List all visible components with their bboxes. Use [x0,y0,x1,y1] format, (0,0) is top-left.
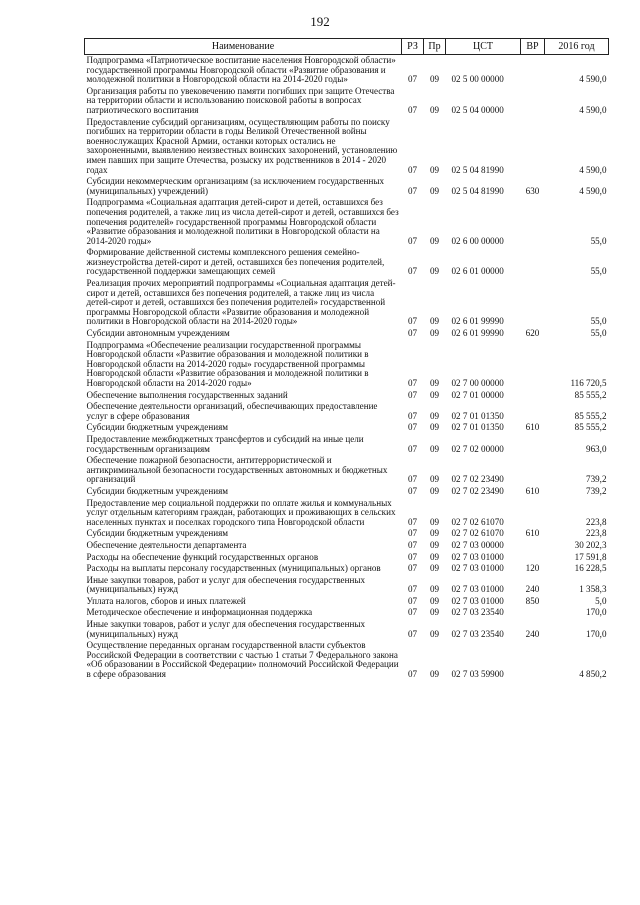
row-name: Реализация прочих мероприятий подпрограммы «Социальная адаптация детей-сирот и детей, оставшихся без попечения родителей, а также лиц из числа детей-сирот и детей, оставшихся без попечения родителей» государственной программы Новгородской области «Развитие образования и молодежной политики в Новгородской области на 2014-2020 годы» [86,278,396,327]
row-name: Субсидии бюджетным учреждениям [86,485,229,496]
row-rz: 07 [407,422,418,433]
row-sum: 16 228,5 [574,563,607,574]
row-pr: 09 [429,378,440,388]
row-rz: 07 [407,389,418,400]
row-pr: 09 [429,410,440,421]
row-pr: 09 [429,443,440,454]
table-row [85,422,609,434]
row-pr: 09 [429,551,440,562]
row-vr [521,552,545,564]
row-vr: 850 [525,595,540,606]
row-sum: 55,0 [590,316,607,327]
row-name: Субсидии автономным учреждениям [86,328,230,339]
row-vr: 240 [525,628,540,639]
table-row [85,390,609,402]
row-pr: 09 [429,539,440,550]
row-vr [521,197,545,247]
row-name: Иные закупки товаров, работ и услуг для обеспечения государственных (муниципальных) нужд [86,619,365,639]
row-name: Методическое обеспечение и информационная поддержка [86,607,313,618]
header-pr: Пр [424,39,446,55]
row-name: Подпрограмма «Социальная адаптация детей-сирот и детей, оставшихся без попечения родителей, а также лиц из числа детей-сирот и детей, оставшихся без попечения родителей» государственной программы Новгородской области «Развитие образования и молодежной политики в Новгородской области на 2014-2020 годы» [86,197,399,246]
row-cst: 02 7 01 00000 [451,389,504,400]
header-sum: 2016 год [545,39,609,55]
row-pr: 09 [429,266,440,277]
row-name: Предоставление мер социальной поддержки по оплате жилья и коммунальных услуг отдельным категориям граждан, работающих и проживающих в сельских населенных пунктах и поселках городского типа Новгородской области [86,497,396,527]
row-vr [521,401,545,422]
row-rz: 07 [407,235,418,246]
row-vr: 610 [525,422,540,433]
row-cst: 02 7 01 01350 [451,410,504,421]
row-cst: 02 6 01 99990 [451,328,504,339]
row-name: Осуществление переданных органам государственной власти субъектов Российской Федерации в соответствии с частью 1 статьи 7 Федерального закона «Об образовании в Российской Федерации» полномочий Российской Федерации в сфере образования [86,640,399,680]
table-row [85,619,609,640]
row-cst: 02 7 03 01000 [451,595,504,606]
table-row [85,401,609,422]
row-cst: 02 7 01 01350 [451,422,504,433]
row-cst: 02 7 03 01000 [451,551,504,562]
row-vr: 240 [525,584,540,595]
row-rz: 07 [407,443,418,454]
header-vr: ВР [521,39,545,55]
row-sum: 963,0 [586,443,607,454]
row-sum: 55,0 [590,328,607,339]
table-row [85,176,609,197]
row-rz: 07 [407,528,418,539]
row-cst: 02 7 03 01000 [451,563,504,574]
row-name: Субсидии бюджетным учреждениям [86,422,229,433]
row-cst: 02 6 01 00000 [451,266,504,277]
row-rz: 07 [407,266,418,277]
row-name: Организация работы по увековечению памяти погибших при защите Отечества на территории области и использованию поисковой работы в вопросах патриотического воспитания [86,85,395,115]
row-vr [521,86,545,117]
row-pr: 09 [429,595,440,606]
table-row [85,552,609,564]
row-cst: 02 7 03 59900 [451,669,504,680]
row-vr: 620 [525,328,540,339]
row-cst: 02 7 00 00000 [451,378,504,388]
row-cst: 02 5 04 00000 [451,104,504,115]
row-rz: 07 [407,104,418,115]
row-cst: 02 5 00 00000 [451,74,504,85]
row-pr: 09 [429,628,440,639]
row-sum: 1 358,3 [579,584,607,595]
row-cst: 02 7 03 00000 [451,539,504,550]
row-sum: 223,8 [586,516,607,527]
row-cst: 02 7 02 61070 [451,528,504,539]
row-name: Обеспечение пожарной безопасности, антитеррористической и антикриминальной безопасности государственных автономных и бюджетных организаций [86,455,388,485]
row-rz: 07 [407,516,418,527]
row-rz: 07 [407,164,418,175]
row-vr [521,247,545,278]
row-name: Расходы на обеспечение функций государственных органов [86,551,319,562]
row-pr: 09 [429,185,440,196]
row-pr: 09 [429,528,440,539]
table-row [85,455,609,486]
row-vr [521,540,545,552]
row-cst: 02 5 04 81990 [451,164,504,175]
row-name: Формирование действенной системы комплексного решения семейно-жизнеустройства детей-сирот и детей, оставшихся без попечения родителей, государственной поддержки замещающих семей [86,247,385,277]
row-pr: 09 [429,584,440,595]
row-pr: 09 [429,235,440,246]
row-vr [521,455,545,486]
row-rz: 07 [407,607,418,618]
table-row [85,498,609,529]
row-vr [521,640,545,680]
row-cst: 02 7 02 23490 [451,485,504,496]
row-cst: 02 6 01 99990 [451,316,504,327]
row-rz: 07 [407,551,418,562]
header-cst: ЦСТ [446,39,521,55]
row-cst: 02 7 02 61070 [451,516,504,527]
row-pr: 09 [429,104,440,115]
table-row [85,86,609,117]
row-rz: 07 [407,584,418,595]
row-sum: 55,0 [590,266,607,277]
row-pr: 09 [429,389,440,400]
row-vr [521,278,545,328]
table-row [85,528,609,540]
row-name: Уплата налогов, сборов и иных платежей [86,595,246,606]
row-sum: 30 202,3 [574,539,607,550]
table-row [85,340,609,390]
row-pr: 09 [429,485,440,496]
table-row [85,328,609,340]
row-pr: 09 [429,607,440,618]
row-pr: 09 [429,474,440,485]
row-cst: 02 7 03 01000 [451,584,504,595]
row-name: Расходы на выплаты персоналу государственных (муниципальных) органов [86,563,381,574]
table-row [85,247,609,278]
row-pr: 09 [429,516,440,527]
row-sum: 739,2 [586,485,607,496]
row-name: Субсидии бюджетным учреждениям [86,528,229,539]
table-header-row [85,39,609,55]
row-pr: 09 [429,328,440,339]
table-row [85,197,609,247]
row-vr: 120 [525,563,540,574]
table-row [85,640,609,680]
table-row [85,563,609,575]
row-vr [521,340,545,390]
header-rz: РЗ [402,39,424,55]
row-rz: 07 [407,669,418,680]
row-rz: 07 [407,563,418,574]
row-sum: 116 720,5 [570,378,607,388]
row-rz: 07 [407,474,418,485]
row-vr [521,607,545,619]
row-cst: 02 7 02 00000 [451,443,504,454]
budget-table [84,38,609,681]
row-rz: 07 [407,378,418,388]
row-sum: 739,2 [586,474,607,485]
row-sum: 85 555,2 [574,410,607,421]
row-vr [521,390,545,402]
row-pr: 09 [429,563,440,574]
header-name: Наименование [85,39,402,55]
row-sum: 4 850,2 [579,669,607,680]
page-number: 192 [310,14,330,29]
row-name: Обеспечение выполнения государственных заданий [86,389,288,400]
table-row [85,278,609,328]
table-row [85,486,609,498]
row-sum: 170,0 [586,628,607,639]
row-vr: 610 [525,528,540,539]
row-vr [521,117,545,177]
row-sum: 4 590,0 [579,164,607,175]
row-sum: 5,0 [595,595,607,606]
row-name: Обеспечение деятельности департамента [86,539,247,550]
row-cst: 02 5 04 81990 [451,185,504,196]
row-name: Предоставление субсидий организациям, осуществляющим работы по поиску погибших на территории области в годы Великой Отечественной войны военнослужащих Красной Армии, останки которых остались не захороненными, выявлению неизвестных воинских захоронений, установлению имен павших при защите Отечества, розыску их родственников в 2014 - 2020 годах [86,116,398,175]
row-pr: 09 [429,316,440,327]
row-pr: 09 [429,164,440,175]
row-sum: 17 591,8 [574,551,607,562]
row-rz: 07 [407,485,418,496]
table-row [85,607,609,619]
table-row [85,117,609,177]
row-sum: 4 590,0 [579,104,607,115]
row-sum: 170,0 [586,607,607,618]
row-sum: 223,8 [586,528,607,539]
row-name: Субсидии некоммерческим организациям (за исключением государственных (муниципальных) учреждений) [86,176,385,196]
row-sum: 55,0 [590,235,607,246]
row-cst: 02 7 03 23540 [451,628,504,639]
table-row [85,540,609,552]
row-vr [521,434,545,455]
row-vr [521,498,545,529]
table-row [85,596,609,608]
row-vr: 610 [525,485,540,496]
row-sum: 4 590,0 [579,185,607,196]
row-sum: 4 590,0 [579,74,607,85]
row-rz: 07 [407,628,418,639]
row-cst: 02 6 00 00000 [451,235,504,246]
row-name: Подпрограмма «Патриотическое воспитание населения Новгородской области» государственной программы Новгородской области «Развитие образования и молодежной политики в Новгородской области на 2014-2020 годы» [86,55,396,85]
row-rz: 07 [407,74,418,85]
row-name: Иные закупки товаров, работ и услуг для обеспечения государственных (муниципальных) нужд [86,574,365,595]
row-pr: 09 [429,422,440,433]
row-name: Предоставление межбюджетных трансфертов и субсидий на иные цели государственным организациям [86,433,364,454]
row-cst: 02 7 03 23540 [451,607,504,618]
table-body [85,55,609,681]
row-name: Обеспечение деятельности организаций, обеспечивающих предоставление услуг в сфере образования [86,401,378,421]
table-row [85,55,609,86]
row-rz: 07 [407,185,418,196]
row-vr: 630 [525,185,540,196]
row-cst: 02 7 02 23490 [451,474,504,485]
row-vr [521,55,545,86]
row-sum: 85 555,2 [574,389,607,400]
row-rz: 07 [407,316,418,327]
row-pr: 09 [429,669,440,680]
row-name: Подпрограмма «Обеспечение реализации государственной программы Новгородской области «Развитие образования и молодежной политики в Новгородской области на 2014-2020 годы» государственной программы Новгородской области «Развитие образования и молодежной политики в Новгородской области на 2014-2020 годы» [86,339,369,388]
row-rz: 07 [407,410,418,421]
row-rz: 07 [407,539,418,550]
row-pr: 09 [429,74,440,85]
row-rz: 07 [407,328,418,339]
row-sum: 85 555,2 [574,422,607,433]
table-row [85,434,609,455]
table-row [85,575,609,596]
row-rz: 07 [407,595,418,606]
